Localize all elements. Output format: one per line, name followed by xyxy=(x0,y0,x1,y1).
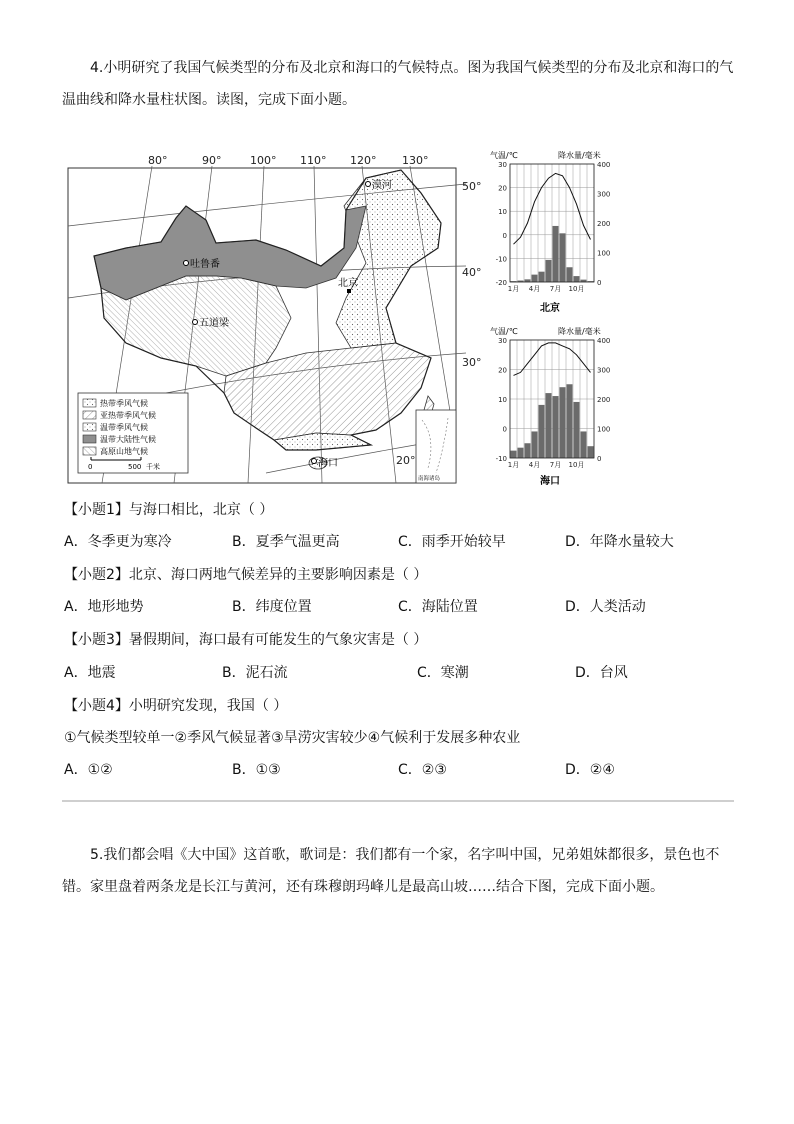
sub2-option-c[interactable]: C．海陆位置 xyxy=(398,599,478,615)
haikou-month-tick: 7月 xyxy=(549,461,562,469)
turpan-marker xyxy=(184,261,189,266)
sub1-option-d[interactable]: D．年降水量较大 xyxy=(565,534,674,550)
beijing-temp-tick: 20 xyxy=(498,184,507,193)
beijing-temp-tick: -20 xyxy=(495,279,507,287)
lat-label-30: 30° xyxy=(462,356,482,369)
haikou-precip-bar xyxy=(525,443,531,458)
haikou-precip-tick: 300 xyxy=(597,366,611,375)
haikou-temp-tick: 20 xyxy=(498,366,507,375)
mohe-marker xyxy=(366,182,371,187)
sub4-stem: 【小题4】小明研究发现，我国（ ） xyxy=(64,698,288,714)
haikou-precip-bar xyxy=(539,405,545,458)
haikou-precip-bar xyxy=(588,446,594,458)
haikou-precip-bar xyxy=(553,396,559,458)
sub3-option-b[interactable]: B．泥石流 xyxy=(222,665,288,681)
south-china-sea-inset xyxy=(416,410,456,483)
question-divider xyxy=(62,800,734,802)
legend-tropical: 热带季风气候 xyxy=(100,399,148,408)
haikou-month-tick: 1月 xyxy=(507,461,520,469)
sub4-option-b[interactable]: B．①③ xyxy=(232,762,281,778)
haikou-precip-bar xyxy=(581,431,587,458)
beijing-precip-bar xyxy=(553,226,559,282)
beijing-precip-tick: 0 xyxy=(597,279,602,287)
haikou-title: 海口 xyxy=(540,476,560,487)
sub1-option-a[interactable]: A．冬季更为寒冷 xyxy=(64,534,172,550)
haikou-climate-chart xyxy=(490,326,610,487)
haikou-precip-bar xyxy=(560,387,566,458)
scale-unit: 千米 xyxy=(146,463,160,471)
beijing-precip-bar xyxy=(560,233,566,282)
sub1-option-c[interactable]: C．雨季开始较早 xyxy=(398,534,506,550)
haikou-precip-axis-label: 降水量/毫米 xyxy=(558,327,601,336)
lat-label-20: 20° xyxy=(396,454,416,467)
beijing-precip-bar xyxy=(546,260,552,282)
sub4-option-c[interactable]: C．②③ xyxy=(398,762,447,778)
q4-intro-line1: 4.小明研究了我国气候类型的分布及北京和海口的气候特点。图为我国气候类型的分布及北京和海口的气 xyxy=(90,60,734,76)
sub4-statements: ①气候类型较单一②季风气候显著③旱涝灾害较少④气候利于发展多种农业 xyxy=(64,730,521,746)
place-turpan: 吐鲁番 xyxy=(190,259,220,270)
sub2-option-a[interactable]: A．地形地势 xyxy=(64,599,144,615)
lon-label-80: 80° xyxy=(148,154,168,167)
legend-temperate-continental: 温带大陆性气候 xyxy=(100,435,156,444)
beijing-month-tick: 1月 xyxy=(507,285,520,293)
beijing-precip-tick: 400 xyxy=(597,161,611,169)
beijing-precip-bar xyxy=(567,267,573,282)
haikou-precip-bar xyxy=(511,451,517,458)
haikou-temp-tick: 10 xyxy=(498,396,507,404)
beijing-precip-bar xyxy=(532,275,538,282)
haikou-month-tick: 10月 xyxy=(568,461,585,469)
map-legend xyxy=(78,393,188,473)
sub3-option-a[interactable]: A．地震 xyxy=(64,665,116,681)
beijing-precip-axis-label: 降水量/毫米 xyxy=(558,151,601,160)
haikou-precip-tick: 100 xyxy=(597,425,611,434)
lon-label-110: 110° xyxy=(300,154,327,167)
legend-plateau: 高原山地气候 xyxy=(100,447,148,456)
sub2-option-b[interactable]: B．纬度位置 xyxy=(232,599,312,615)
lon-label-120: 120° xyxy=(350,154,377,167)
sub3-option-d[interactable]: D．台风 xyxy=(575,665,628,681)
beijing-month-tick: 4月 xyxy=(528,285,541,293)
lat-label-50: 50° xyxy=(462,180,482,193)
scale-zero: 0 xyxy=(88,463,93,471)
sub2-stem: 【小题2】北京、海口两地气候差异的主要影响因素是（ ） xyxy=(64,567,428,583)
beijing-precip-tick: 100 xyxy=(597,249,611,258)
beijing-temp-axis-label: 气温/℃ xyxy=(490,151,518,160)
beijing-precip-bar xyxy=(539,272,545,282)
sub4-option-a[interactable]: A．①② xyxy=(64,762,113,778)
beijing-temp-tick: -10 xyxy=(495,255,507,264)
place-haikou: 海口 xyxy=(318,458,338,469)
haikou-precip-bar xyxy=(546,393,552,458)
sub3-stem: 【小题3】暑假期间，海口最有可能发生的气象灾害是（ ） xyxy=(64,632,428,648)
lon-label-130: 130° xyxy=(402,154,429,167)
beijing-title: 北京 xyxy=(540,303,560,314)
place-mohe: 漠河 xyxy=(372,180,392,191)
beijing-climate-chart xyxy=(490,150,610,314)
beijing-month-tick: 7月 xyxy=(549,285,562,293)
sub3-option-c[interactable]: C．寒潮 xyxy=(417,665,469,681)
haikou-temp-axis-label: 气温/℃ xyxy=(490,327,518,336)
climate-figure xyxy=(66,148,616,490)
lon-label-100: 100° xyxy=(250,154,277,167)
beijing-temp-tick: 30 xyxy=(498,161,507,169)
china-climate-map xyxy=(68,154,482,483)
haikou-precip-bar xyxy=(567,384,573,458)
lon-label-90: 90° xyxy=(202,154,222,167)
place-beijing: 北京 xyxy=(338,278,358,289)
q4-intro-line2: 温曲线和降水量柱状图。读图，完成下面小题。 xyxy=(62,92,356,108)
haikou-precip-tick: 400 xyxy=(597,337,611,345)
sub2-option-d[interactable]: D．人类活动 xyxy=(565,599,646,615)
legend-temperate-monsoon: 温带季风气候 xyxy=(100,423,148,432)
haikou-precip-bar xyxy=(532,431,538,458)
lat-label-40: 40° xyxy=(462,266,482,279)
beijing-month-tick: 10月 xyxy=(568,285,585,293)
haikou-marker xyxy=(312,459,317,464)
place-wudaoliang: 五道梁 xyxy=(199,318,229,329)
beijing-precip-bar xyxy=(574,276,580,282)
beijing-temp-tick: 10 xyxy=(498,208,507,217)
sub4-option-d[interactable]: D．②④ xyxy=(565,762,615,778)
sub1-option-b[interactable]: B．夏季气温更高 xyxy=(232,534,340,550)
wudaoliang-marker xyxy=(193,320,198,325)
haikou-precip-bar xyxy=(518,448,524,458)
legend-subtropical: 亚热带季风气候 xyxy=(100,411,156,420)
q5-intro-line2: 错。家里盘着两条龙是长江与黄河，还有珠穆朗玛峰儿是最高山坡……结合下图，完成下面小题。 xyxy=(62,879,664,895)
scale-value: 500 xyxy=(128,463,142,471)
sub1-stem: 【小题1】与海口相比，北京（ ） xyxy=(64,502,274,518)
beijing-temp-tick: 0 xyxy=(502,231,507,240)
beijing-precip-tick: 200 xyxy=(597,220,611,228)
haikou-precip-bar xyxy=(574,402,580,458)
haikou-temp-tick: 30 xyxy=(498,337,507,345)
beijing-precip-tick: 300 xyxy=(597,190,611,199)
haikou-precip-tick: 200 xyxy=(597,396,611,404)
haikou-temp-tick: 0 xyxy=(502,425,507,434)
haikou-month-tick: 4月 xyxy=(528,461,541,469)
haikou-precip-tick: 0 xyxy=(597,455,602,463)
inset-label: 南海诸岛 xyxy=(418,476,441,482)
beijing-marker xyxy=(347,289,351,293)
q5-intro-line1: 5.我们都会唱《大中国》这首歌，歌词是：我们都有一个家，名字叫中国，兄弟姐妹都很多，景色也不 xyxy=(90,847,720,863)
haikou-temp-tick: -10 xyxy=(495,455,507,463)
